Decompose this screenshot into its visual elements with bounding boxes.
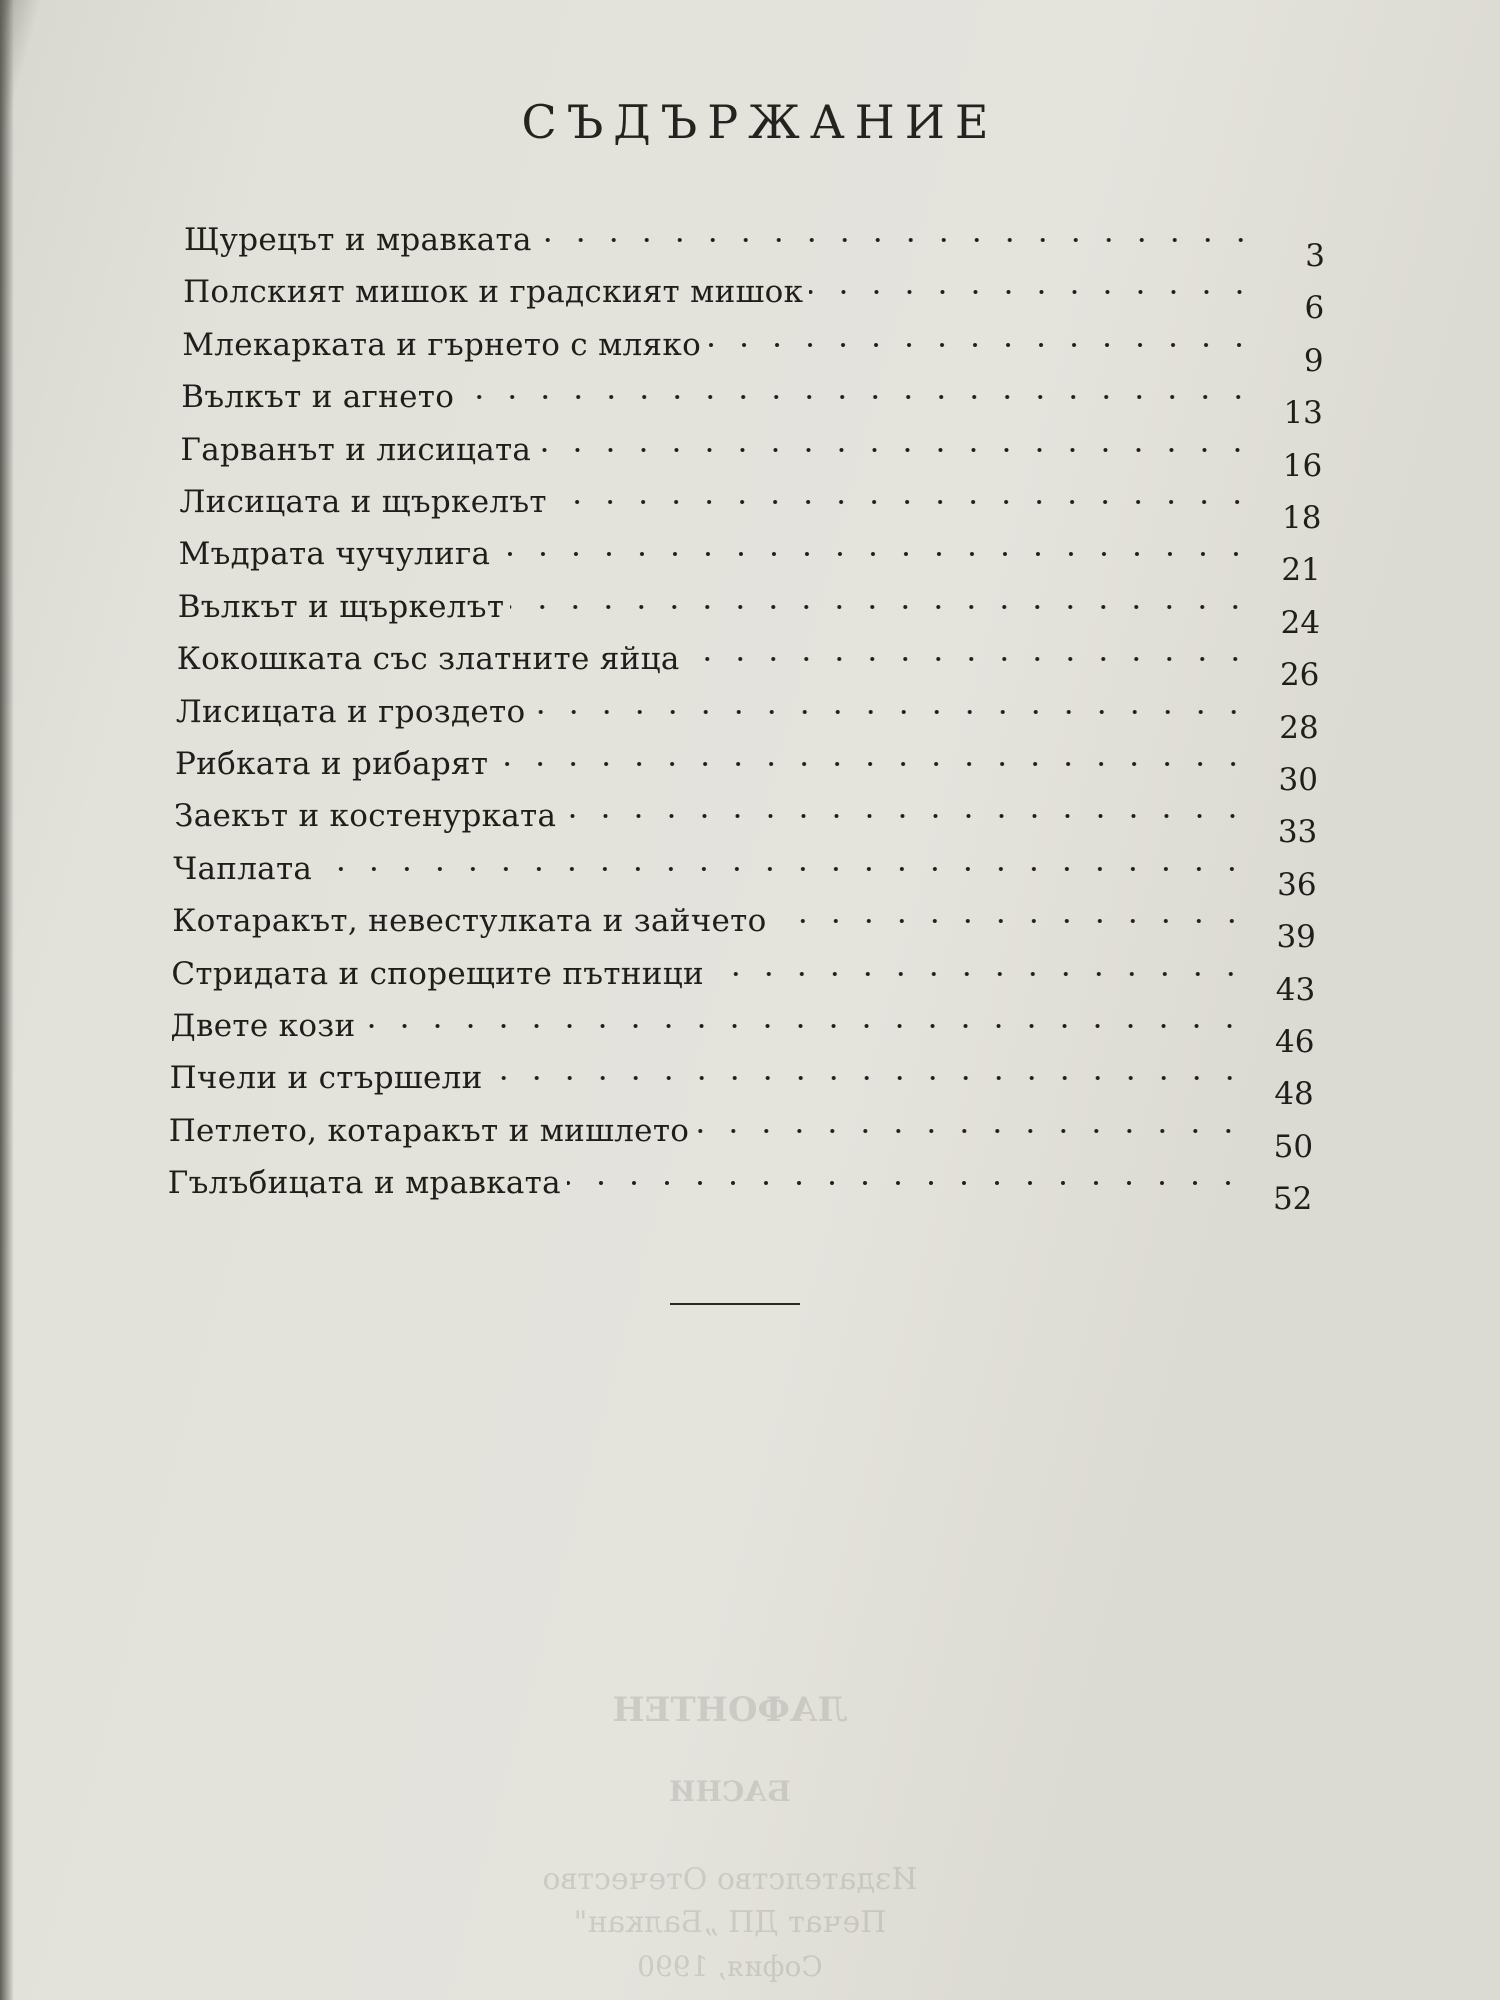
dot-leader: [809, 290, 1256, 294]
toc-entry-title: Вълкът и агнето: [181, 379, 455, 416]
toc-entry-title: Полският мишок и градският мишок: [183, 274, 804, 311]
toc-entry: [176, 694, 1319, 754]
toc-entry-page-number: 36: [1277, 866, 1317, 903]
toc-entry-page-number: 30: [1278, 762, 1318, 798]
toc-entry-page-number: 52: [1272, 1181, 1313, 1218]
toc-entry-page-number: 13: [1283, 395, 1323, 432]
toc-entry-page-number: 6: [1304, 290, 1325, 327]
dot-leader: [494, 762, 1250, 766]
dot-leader: [510, 605, 1252, 609]
bleed-through-text: Издателство Отечество: [542, 1862, 918, 1897]
toc-entry-title: Гарванът и лисицата: [180, 431, 532, 468]
section-divider: [670, 1303, 800, 1305]
toc-entry-page-number: 26: [1279, 657, 1320, 694]
toc-entry-page-number: 18: [1282, 500, 1322, 536]
dot-leader: [553, 500, 1254, 504]
toc-entry-title: Пчели и стършели: [169, 1060, 483, 1097]
toc-entry-page-number: 50: [1273, 1128, 1314, 1165]
toc-entry-page-number: 28: [1279, 709, 1319, 746]
toc-entry-page-number: 48: [1274, 1076, 1314, 1113]
toc-entry-page-number: 46: [1275, 1024, 1315, 1060]
dot-leader: [531, 710, 1250, 714]
dot-leader: [562, 814, 1249, 818]
toc-entry-title: Гълъбицата и мравката: [167, 1165, 561, 1202]
toc-entry-page-number: 3: [1305, 238, 1325, 274]
toc-entry-title: Стридата и спорещите пътници: [171, 955, 704, 992]
toc-entry: [180, 432, 1322, 492]
toc-entry-title: Чаплата: [173, 850, 313, 887]
toc-entry: [175, 746, 1318, 806]
dot-leader: [710, 972, 1247, 976]
toc-entry-title: Млекарката и гърнето с мляко: [182, 326, 702, 363]
toc-entry-title: Мъдрата чучулига: [178, 536, 491, 573]
toc-entry: [183, 274, 1324, 334]
dot-leader: [686, 657, 1252, 661]
dot-leader: [537, 448, 1254, 452]
page-title: СЪДЪРЖАНИЕ: [521, 95, 999, 149]
toc-entry-page-number: 21: [1281, 552, 1321, 589]
dot-leader: [496, 552, 1252, 556]
toc-entry: [184, 222, 1325, 282]
toc-entry-title: Двете кози: [170, 1008, 356, 1044]
bleed-through-text: БАСНИ: [669, 1775, 791, 1808]
dot-leader: [695, 1129, 1245, 1133]
toc-entry: [181, 379, 1323, 439]
dot-leader: [489, 1076, 1246, 1080]
toc-entry-title: Щурецът и мравката: [184, 222, 532, 258]
dot-leader: [361, 1024, 1246, 1028]
toc-entry-title: Вълкът и щъркелът: [177, 588, 505, 625]
toc-entry: [168, 1165, 1313, 1225]
toc-entry: [169, 1113, 1313, 1173]
dot-leader: [707, 343, 1256, 347]
toc-entry-page-number: 9: [1303, 342, 1324, 379]
toc-entry-page-number: 43: [1275, 971, 1316, 1008]
toc-entry: [170, 1060, 1314, 1120]
bleed-through-text: ЛАФОНТЕН: [612, 1690, 848, 1730]
toc-entry: [177, 641, 1320, 701]
dot-leader: [773, 919, 1248, 923]
toc-entry: [173, 851, 1316, 911]
toc-entry: [172, 903, 1316, 963]
bleed-through-text: София, 1990: [637, 1950, 823, 1983]
toc-entry: [180, 484, 1322, 544]
dot-leader: [460, 395, 1255, 399]
toc-entry-title: Кокошката със златните яйца: [176, 641, 680, 678]
toc-entry: [178, 589, 1320, 649]
toc-entry-title: Лисицата и щъркелът: [179, 484, 547, 520]
toc-entry: [182, 327, 1323, 387]
toc-entry-title: Петлето, котаракът и мишлето: [168, 1112, 690, 1149]
toc-entry-title: Котаракът, невестулката и зайчето: [172, 903, 767, 940]
dot-leader: [567, 1181, 1245, 1185]
toc-entry: [179, 536, 1321, 596]
toc-entry-page-number: 39: [1276, 919, 1316, 956]
toc-entry-title: Заекът и костенурката: [174, 798, 557, 835]
toc-entry-page-number: 24: [1280, 604, 1321, 641]
toc-entry: [171, 1008, 1315, 1068]
toc-entry-title: Рибката и рибарят: [175, 746, 489, 782]
bleed-through-text: Печат ДП „Балкан": [573, 1905, 887, 1940]
toc-entry-page-number: 33: [1277, 814, 1318, 851]
dot-leader: [318, 867, 1248, 871]
dot-leader: [538, 238, 1257, 242]
toc-entry-page-number: 16: [1282, 447, 1323, 484]
toc-entry: [171, 956, 1315, 1016]
toc-entry-title: Лисицата и гроздето: [175, 693, 526, 730]
toc-entry: [174, 798, 1317, 858]
